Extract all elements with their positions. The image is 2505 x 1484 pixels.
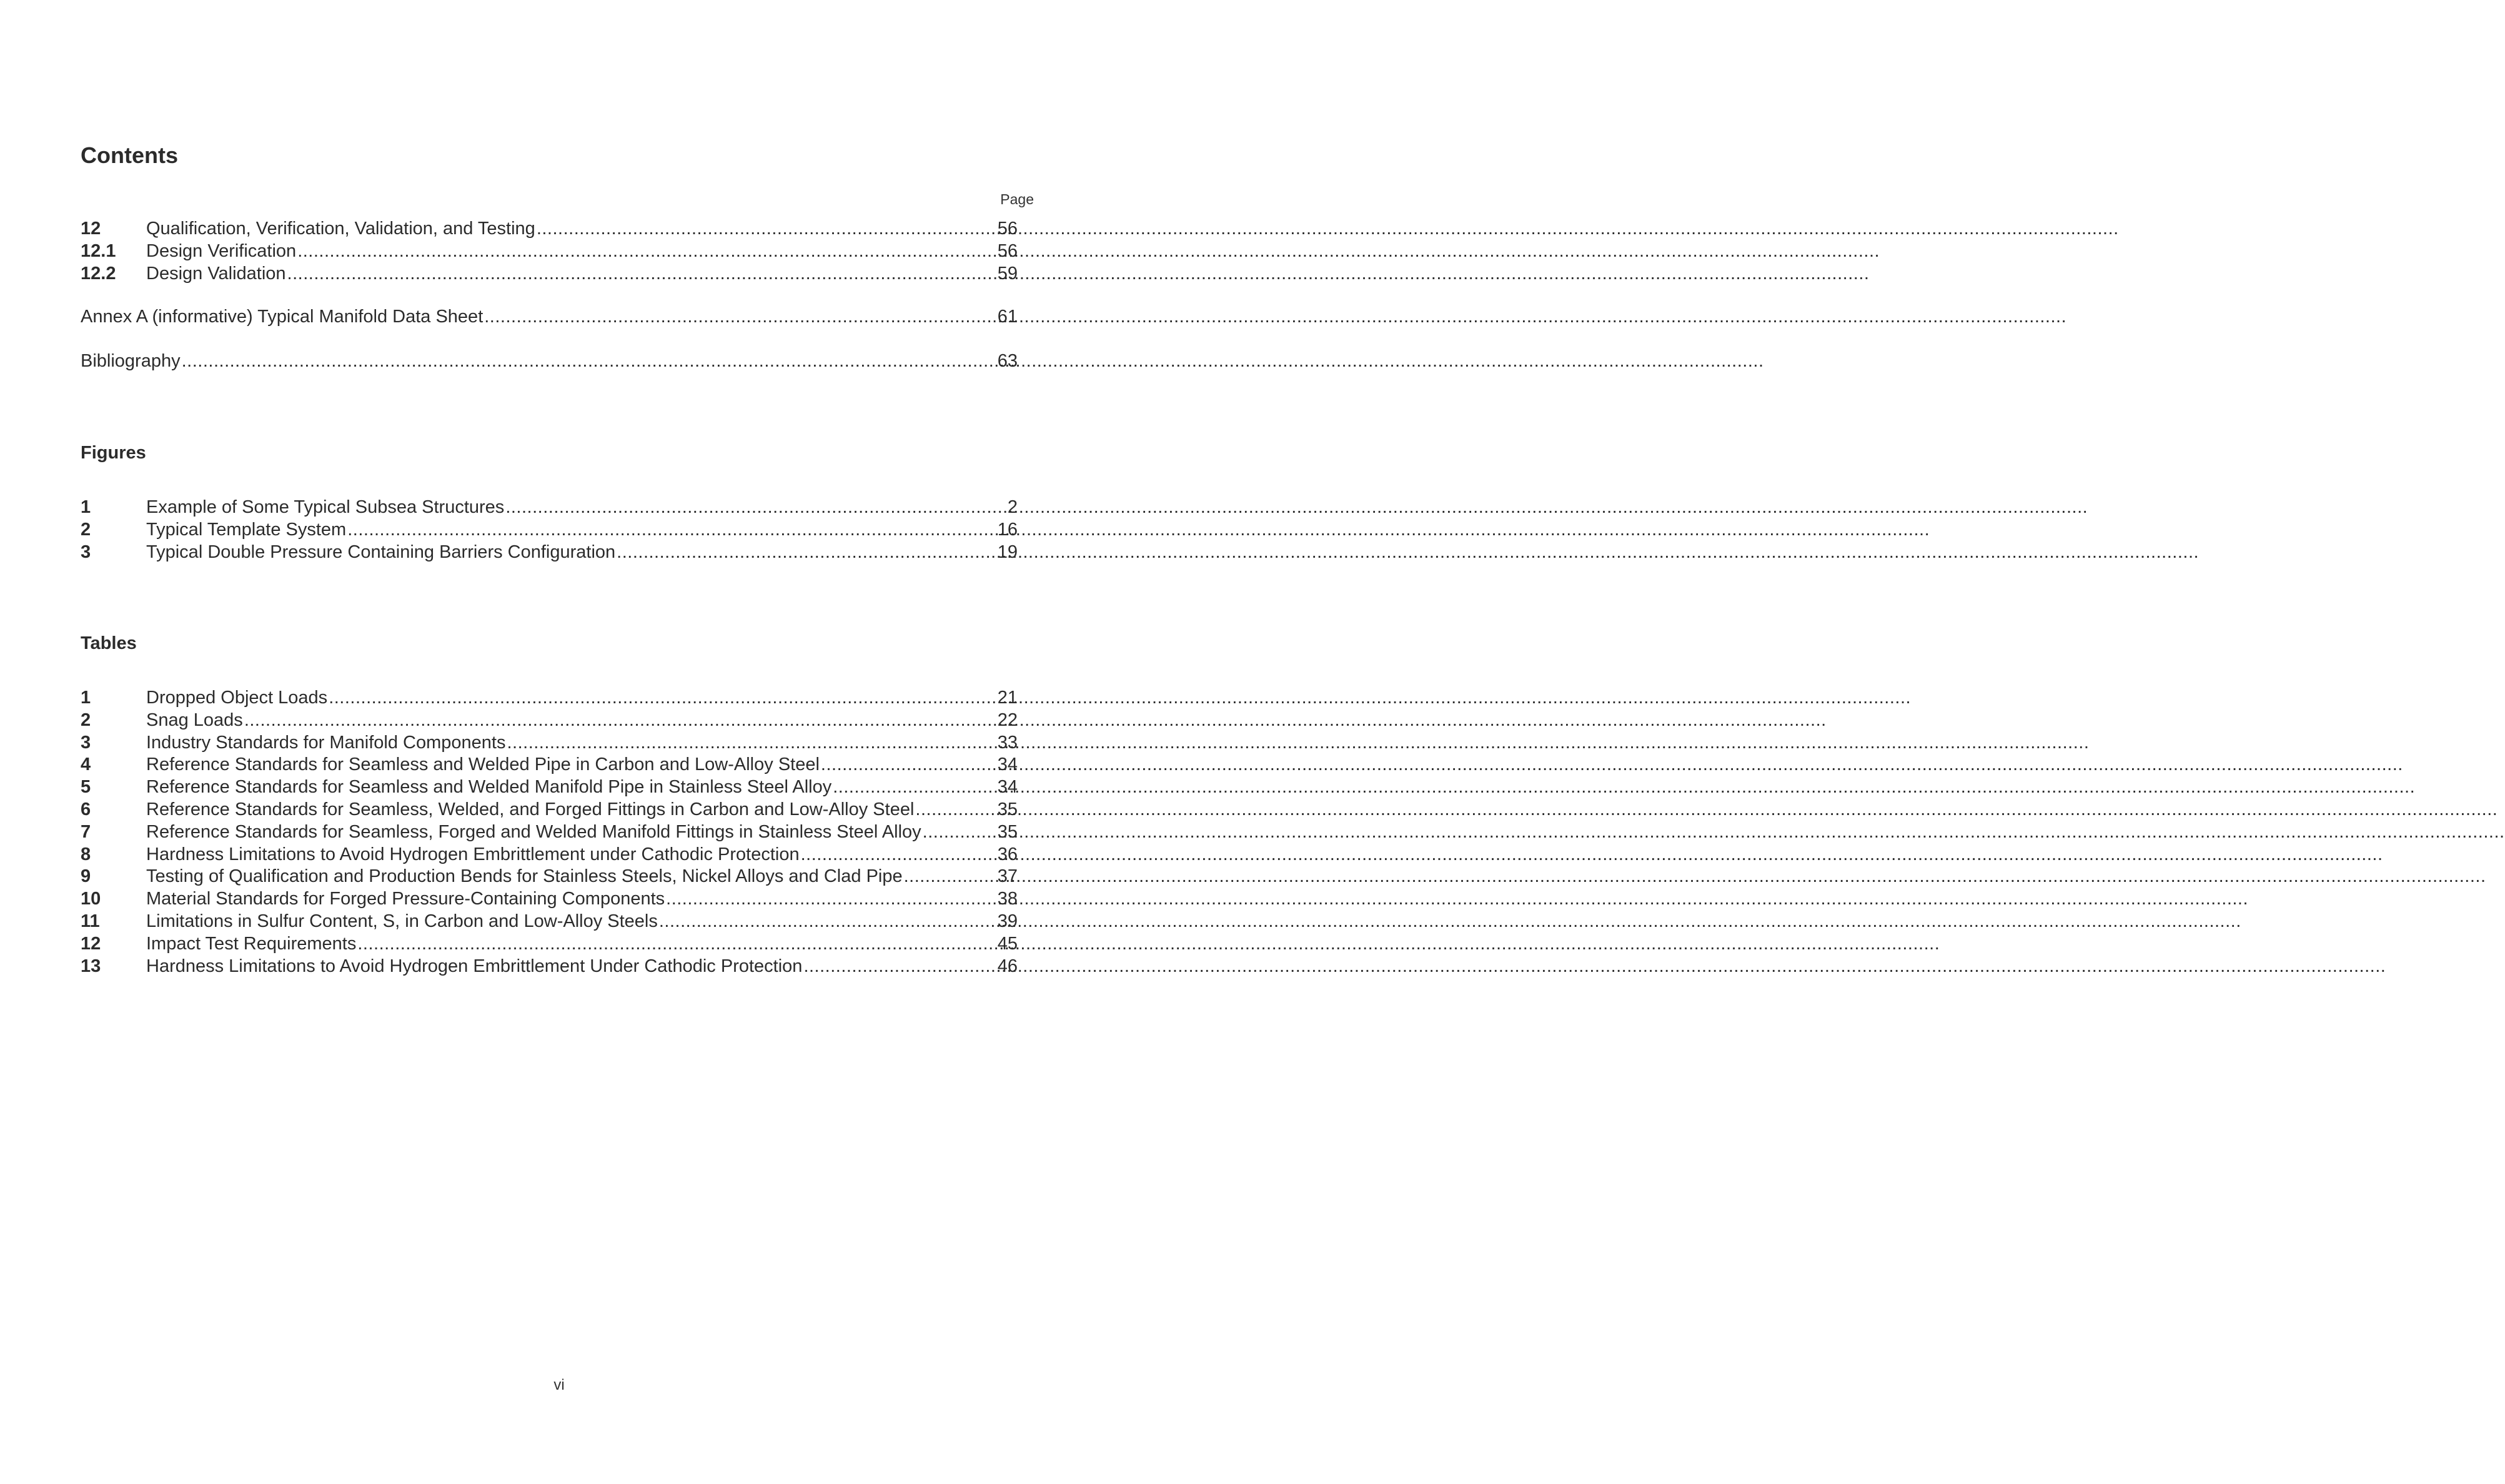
toc-entry-page: 33	[997, 732, 1018, 753]
toc-entry-page: 59	[997, 263, 1018, 284]
dot-leader	[507, 732, 996, 754]
toc-entry-number: 2	[81, 710, 91, 730]
toc-entry-number: 11	[81, 911, 100, 931]
toc-entry[interactable]	[81, 263, 1018, 285]
toc-entry-title: Reference Standards for Seamless, Forged and Welded Manifold Fittings in Stainless Steel Alloy	[146, 821, 921, 842]
toc-entry-number: 10	[81, 889, 101, 909]
toc-entry-number: 2	[81, 519, 91, 540]
figures-heading: Figures	[81, 443, 146, 463]
toc-entry-bibliography[interactable]	[81, 350, 1018, 373]
toc-entry-page: 37	[997, 866, 1018, 887]
toc-entry-page: 38	[997, 889, 1018, 909]
toc-entry-page: 35	[997, 821, 1018, 842]
toc-entry[interactable]	[81, 956, 1018, 978]
toc-entry-annex[interactable]	[81, 306, 1018, 329]
toc-entry[interactable]	[81, 497, 1018, 519]
toc-entry-title: Hardness Limitations to Avoid Hydrogen Embrittlement under Cathodic Protection	[146, 844, 800, 864]
toc-entry-number: 12	[81, 933, 101, 954]
dot-leader	[904, 866, 996, 888]
toc-entry-title: Testing of Qualification and Production Bends for Stainless Steels, Nickel Alloys and Clad Pipe	[146, 866, 903, 887]
dot-leader	[915, 799, 996, 821]
tables-heading: Tables	[81, 633, 137, 653]
table-list	[81, 687, 1018, 977]
toc-entry-number: 9	[81, 866, 91, 887]
toc-entry-page: 19	[997, 542, 1018, 562]
toc-entry-title: Dropped Object Loads	[146, 688, 328, 708]
toc-entry-page: 16	[997, 519, 1018, 540]
toc-entry-title: Design Verification	[146, 240, 297, 261]
toc-entry[interactable]	[81, 542, 1018, 564]
toc-entry-page: 56	[997, 240, 1018, 261]
bibliography-list	[81, 350, 1018, 373]
toc-entry-title: Snag Loads	[146, 710, 243, 730]
toc-entry-page: 2	[1007, 497, 1018, 517]
dot-leader	[347, 519, 996, 542]
toc-entry[interactable]	[81, 799, 1018, 821]
toc-entry-title: Typical Template System	[146, 519, 347, 540]
toc-entry-page: 34	[997, 777, 1018, 798]
clause-list	[81, 218, 1018, 285]
toc-entry[interactable]	[81, 844, 1018, 866]
toc-entry-title: Typical Double Pressure Containing Barriers Configuration	[146, 542, 616, 562]
toc-entry-title: Reference Standards for Seamless, Welded, and Forged Fittings in Carbon and Low-Alloy Steel	[146, 799, 915, 819]
toc-entry-page: 61	[997, 307, 1018, 327]
toc-entry-page: 45	[997, 933, 1018, 954]
toc-entry[interactable]	[81, 732, 1018, 754]
toc-entry[interactable]	[81, 519, 1018, 542]
toc-entry-page: 63	[997, 351, 1018, 371]
dot-leader	[666, 888, 996, 911]
toc-entry-number: 7	[81, 821, 91, 842]
toc-entry-number: 3	[81, 542, 91, 562]
dot-leader	[297, 240, 996, 263]
toc-entry-page: 56	[997, 219, 1018, 239]
toc-entry-number: 4	[81, 754, 91, 775]
dot-leader	[923, 821, 996, 844]
dot-leader	[833, 776, 996, 799]
dot-leader	[484, 306, 996, 329]
toc-entry-number: 12.1	[81, 240, 116, 261]
toc-entry[interactable]	[81, 776, 1018, 799]
dot-leader	[244, 710, 996, 732]
figure-list	[81, 497, 1018, 563]
toc-entry[interactable]	[81, 821, 1018, 844]
toc-entry-number: 6	[81, 799, 91, 819]
toc-entry-page: 21	[997, 688, 1018, 708]
toc-entry-page: 22	[997, 710, 1018, 730]
toc-entry-title: Annex A (informative) Typical Manifold Data Sheet	[81, 307, 484, 327]
dot-leader	[357, 933, 996, 956]
toc-entry-title: Material Standards for Forged Pressure-Containing Components	[146, 889, 665, 909]
toc-entry-number: 12.2	[81, 263, 116, 284]
toc-entry-title: Qualification, Verification, Validation, and Testing	[146, 219, 535, 239]
document-page	[0, 0, 1147, 1484]
footer-page-number: vi	[553, 1377, 565, 1393]
toc-entry-page: 46	[997, 956, 1018, 976]
toc-entry-number: 5	[81, 777, 91, 798]
toc-entry-page: 36	[997, 844, 1018, 864]
toc-entry[interactable]	[81, 218, 1018, 240]
toc-entry[interactable]	[81, 240, 1018, 263]
toc-entry-title: Industry Standards for Manifold Components	[146, 732, 506, 753]
toc-entry-number: 12	[81, 219, 101, 239]
dot-leader	[821, 754, 996, 776]
toc-entry-title: Reference Standards for Seamless and Welded Pipe in Carbon and Low-Alloy Steel	[146, 754, 820, 775]
toc-entry-page: 34	[997, 754, 1018, 775]
dot-leader	[803, 956, 996, 978]
dot-leader	[287, 263, 996, 285]
toc-entry-title: Example of Some Typical Subsea Structures	[146, 497, 505, 517]
page-column-label: Page	[1000, 191, 1034, 207]
toc-entry-title: Bibliography	[81, 351, 181, 371]
toc-entry-page: 35	[997, 799, 1018, 819]
toc-entry[interactable]	[81, 911, 1018, 933]
toc-entry-number: 8	[81, 844, 91, 864]
toc-entry-number: 1	[81, 688, 91, 708]
dot-leader	[182, 350, 996, 373]
dot-leader	[801, 844, 996, 866]
toc-entry-number: 3	[81, 732, 91, 753]
toc-entry[interactable]	[81, 754, 1018, 776]
toc-entry-title: Limitations in Sulfur Content, S, in Carbon and Low-Alloy Steels	[146, 911, 658, 931]
toc-entry-number: 13	[81, 956, 101, 976]
toc-entry[interactable]	[81, 933, 1018, 956]
toc-entry-page: 39	[997, 911, 1018, 931]
dot-leader	[537, 218, 996, 240]
toc-entry[interactable]	[81, 888, 1018, 911]
dot-leader	[505, 497, 1004, 519]
toc-entry-title: Design Validation	[146, 263, 286, 284]
toc-entry-title: Impact Test Requirements	[146, 933, 357, 954]
toc-entry[interactable]	[81, 710, 1018, 732]
contents-heading: Contents	[81, 142, 178, 168]
annex-list	[81, 306, 1018, 329]
dot-leader	[329, 687, 996, 710]
dot-leader	[659, 911, 996, 933]
toc-entry[interactable]	[81, 687, 1018, 710]
toc-entry[interactable]	[81, 866, 1018, 888]
toc-entry-title: Hardness Limitations to Avoid Hydrogen Embrittlement Under Cathodic Protection	[146, 956, 803, 976]
toc-entry-number: 1	[81, 497, 91, 517]
toc-entry-title: Reference Standards for Seamless and Welded Manifold Pipe in Stainless Steel Alloy	[146, 777, 832, 798]
dot-leader	[617, 542, 996, 564]
